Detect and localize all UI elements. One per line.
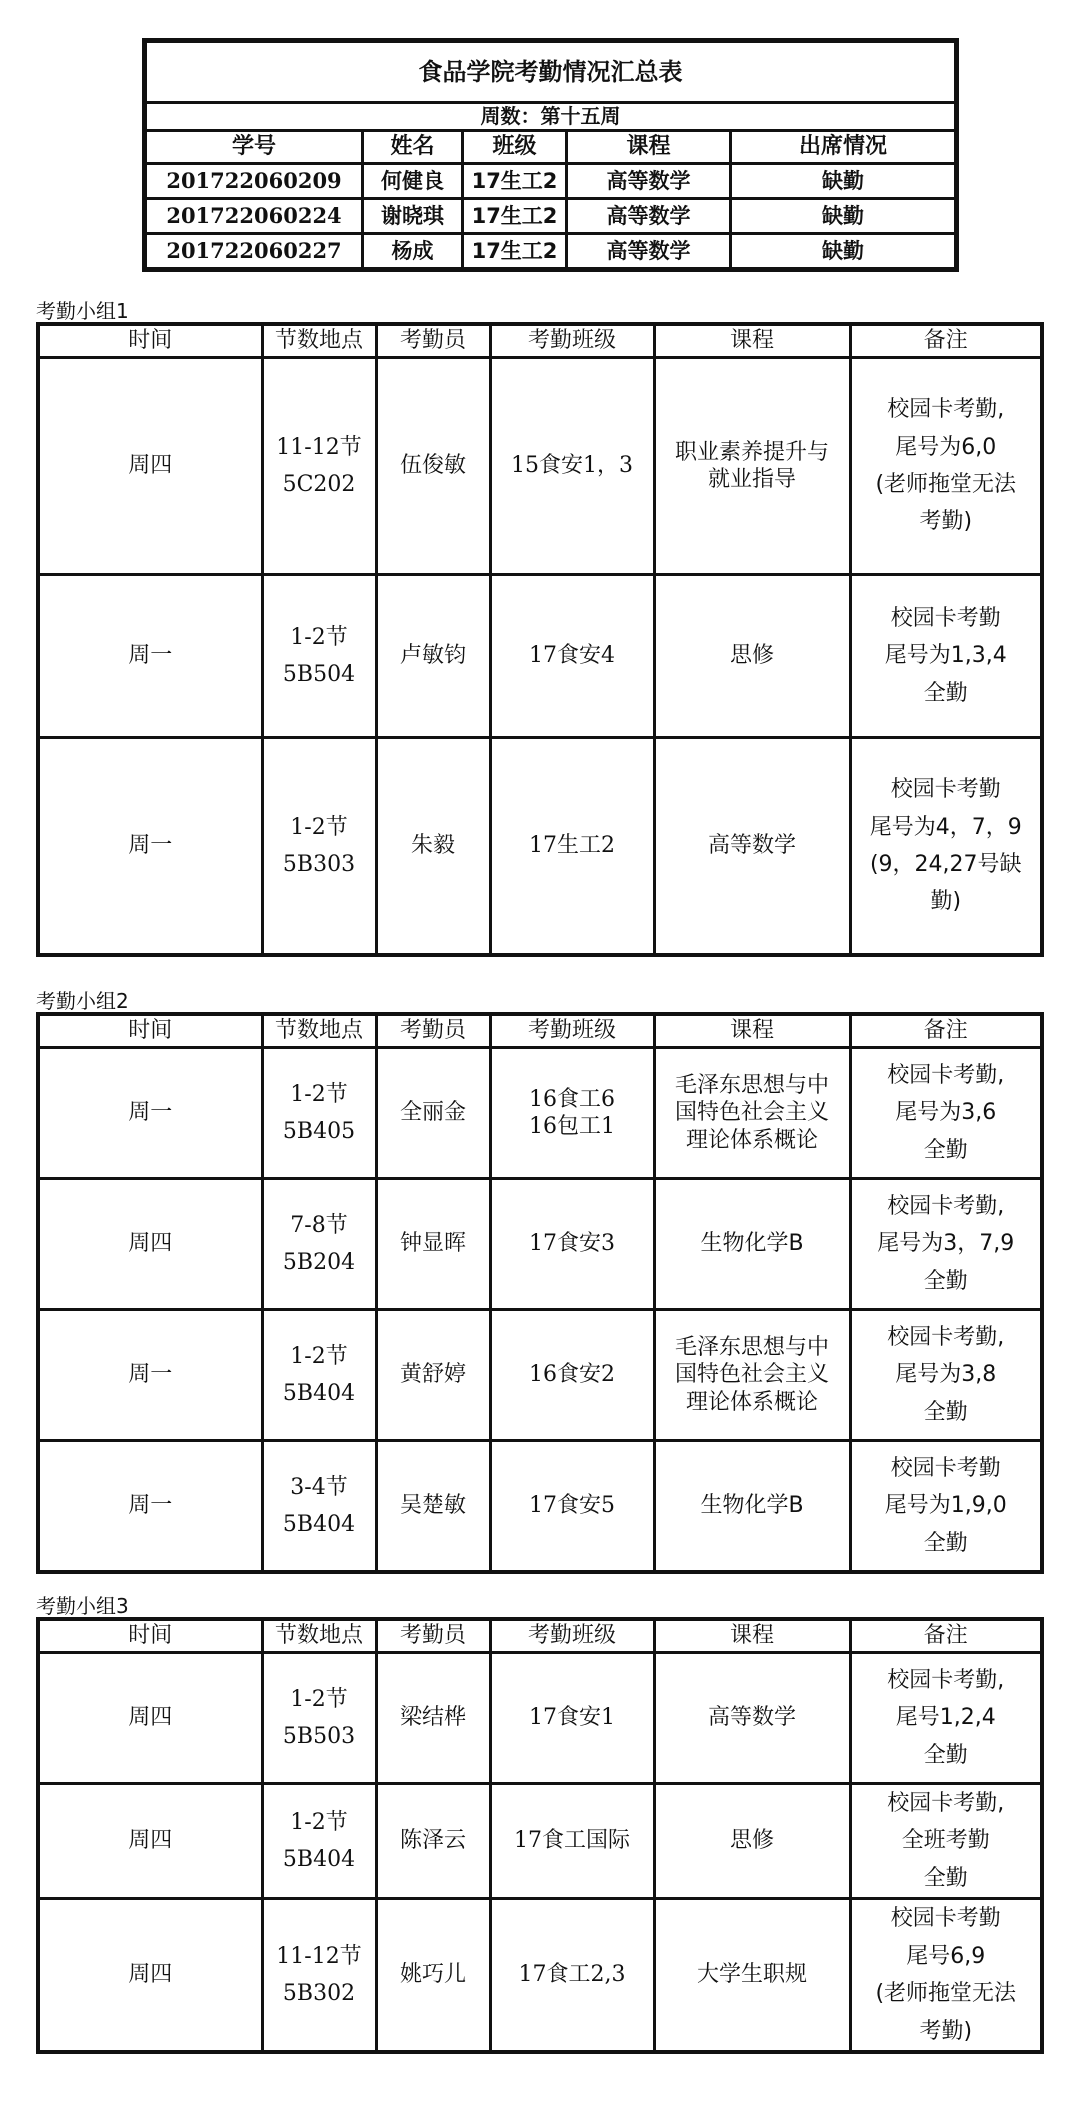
summary-week: 周数：第十五周	[145, 103, 957, 131]
group-header-cell: 考勤班级	[490, 1014, 654, 1048]
class-text: 17食安4	[529, 643, 615, 669]
class-cell	[490, 1653, 654, 1784]
course-cell	[654, 1653, 850, 1784]
group-header-cell: 时间	[38, 1619, 262, 1653]
group-header-cell: 课程	[654, 1014, 850, 1048]
summary-row	[145, 164, 957, 199]
group-row	[38, 1899, 1042, 2053]
group-row	[38, 1784, 1042, 1899]
checker-cell	[376, 1784, 490, 1899]
student-class: 17生工2	[463, 234, 567, 270]
group-header-cell: 节数地点	[262, 1014, 376, 1048]
period-room-cell	[262, 1899, 376, 2053]
class-text: 17生工2	[529, 833, 615, 859]
period-room-text: 11-12节 5B302	[276, 1943, 362, 2007]
summary-header-cell: 姓名	[363, 131, 463, 164]
course-cell	[654, 1784, 850, 1899]
summary-row	[145, 234, 957, 270]
class-cell	[490, 1179, 654, 1310]
note-cell	[850, 1653, 1042, 1784]
note-text: 校园卡考勤, 全班考勤 全勤	[887, 1791, 1005, 1891]
group-header-row	[38, 1619, 1042, 1653]
checker-cell	[376, 358, 490, 575]
period-room-cell	[262, 1179, 376, 1310]
summary-title: 食品学院考勤情况汇总表	[145, 41, 957, 103]
course-text: 生物化学B	[700, 1231, 804, 1257]
class-cell	[490, 1899, 654, 2053]
day-cell	[38, 1653, 262, 1784]
day-text: 周一	[128, 643, 173, 669]
group-label: 考勤小组3	[36, 1594, 129, 1618]
course-cell	[654, 575, 850, 738]
checker-cell	[376, 1048, 490, 1179]
attendance-status: 缺勤	[731, 164, 957, 199]
checker-cell	[376, 1310, 490, 1441]
group-row	[38, 1179, 1042, 1310]
attendance-status: 缺勤	[731, 199, 957, 234]
group-header-cell: 节数地点	[262, 324, 376, 358]
note-text: 校园卡考勤 尾号为4，7，9 (9，24,27号缺 勤)	[869, 777, 1022, 915]
group-row	[38, 1441, 1042, 1573]
student-name: 何健良	[363, 164, 463, 199]
period-room-text: 3-4节 5B404	[282, 1474, 356, 1537]
note-text: 校园卡考勤 尾号6,9 (老师拖堂无法 考勤)	[875, 1906, 1017, 2044]
note-text: 校园卡考勤 尾号为1,3,4 全勤	[884, 605, 1007, 706]
checker-text: 钟显晖	[399, 1231, 466, 1257]
checker-cell	[376, 575, 490, 738]
day-cell	[38, 1179, 262, 1310]
summary-row	[145, 199, 957, 234]
checker-text: 陈泽云	[399, 1828, 466, 1854]
group-header-cell: 备注	[850, 324, 1042, 358]
period-room-text: 11-12节 5C202	[276, 434, 362, 497]
course-text: 大学生职规	[696, 1962, 807, 1988]
period-room-cell	[262, 1653, 376, 1784]
class-text: 17食工2,3	[518, 1962, 626, 1988]
note-cell	[850, 358, 1042, 575]
summary-header-row	[145, 131, 957, 164]
checker-text: 全丽金	[399, 1100, 466, 1126]
summary-header-cell: 学号	[145, 131, 363, 164]
group-table	[36, 1617, 1044, 2054]
class-cell	[490, 1441, 654, 1573]
checker-cell	[376, 1653, 490, 1784]
note-cell	[850, 1441, 1042, 1573]
class-cell	[490, 575, 654, 738]
student-id: 201722060227	[145, 234, 363, 270]
period-room-cell	[262, 358, 376, 575]
checker-text: 黄舒婷	[399, 1362, 466, 1388]
class-text: 16食工6 16包工1	[529, 1086, 615, 1139]
checker-cell	[376, 1441, 490, 1573]
checker-cell	[376, 1179, 490, 1310]
course-cell	[654, 1441, 850, 1573]
summary-header-cell: 出席情况	[731, 131, 957, 164]
day-cell	[38, 1310, 262, 1441]
course-text: 职业素养提升与 就业指导	[674, 439, 829, 492]
checker-cell	[376, 1899, 490, 2053]
group-table	[36, 1012, 1044, 1574]
period-room-text: 7-8节 5B204	[282, 1212, 356, 1275]
day-cell	[38, 1899, 262, 2053]
day-cell	[38, 1048, 262, 1179]
class-cell	[490, 1048, 654, 1179]
period-room-text: 1-2节 5B405	[282, 1081, 356, 1144]
note-cell	[850, 575, 1042, 738]
note-text: 校园卡考勤, 尾号为3,6 全勤	[887, 1062, 1005, 1163]
note-cell	[850, 1784, 1042, 1899]
period-room-cell	[262, 1048, 376, 1179]
student-class: 17生工2	[463, 164, 567, 199]
note-cell	[850, 738, 1042, 956]
student-course: 高等数学	[567, 234, 731, 270]
period-room-cell	[262, 738, 376, 956]
day-text: 周四	[128, 453, 173, 479]
period-room-text: 1-2节 5B404	[282, 1343, 356, 1406]
group-row	[38, 358, 1042, 575]
group-header-cell: 课程	[654, 1619, 850, 1653]
class-cell	[490, 1784, 654, 1899]
student-course: 高等数学	[567, 199, 731, 234]
group-header-row	[38, 324, 1042, 358]
day-text: 周四	[128, 1962, 173, 1988]
checker-text: 伍俊敏	[399, 453, 466, 479]
group-label: 考勤小组1	[36, 299, 129, 323]
course-cell	[654, 738, 850, 956]
student-name: 谢晓琪	[363, 199, 463, 234]
student-class: 17生工2	[463, 199, 567, 234]
summary-table	[142, 38, 959, 272]
student-course: 高等数学	[567, 164, 731, 199]
group-header-cell: 考勤班级	[490, 1619, 654, 1653]
day-cell	[38, 738, 262, 956]
checker-text: 吴楚敏	[399, 1493, 466, 1519]
group-header-row	[38, 1014, 1042, 1048]
day-text: 周一	[128, 1493, 173, 1519]
class-text: 16食安2	[529, 1362, 615, 1388]
summary-header-cell: 课程	[567, 131, 731, 164]
note-text: 校园卡考勤, 尾号为6,0 (老师拖堂无法 考勤)	[875, 397, 1017, 535]
course-text: 思修	[729, 1828, 774, 1854]
class-cell	[490, 738, 654, 956]
day-cell	[38, 575, 262, 738]
group-table	[36, 322, 1044, 957]
class-text: 17食安1	[529, 1705, 615, 1731]
group-row	[38, 1310, 1042, 1441]
group-header-cell: 备注	[850, 1014, 1042, 1048]
class-cell	[490, 1310, 654, 1441]
note-cell	[850, 1899, 1042, 2053]
course-cell	[654, 1310, 850, 1441]
course-cell	[654, 1048, 850, 1179]
checker-cell	[376, 738, 490, 956]
period-room-cell	[262, 1441, 376, 1573]
course-cell	[654, 358, 850, 575]
period-room-text: 1-2节 5B503	[282, 1686, 356, 1749]
note-text: 校园卡考勤, 尾号为3，7,9 全勤	[877, 1193, 1015, 1294]
summary-header-cell: 班级	[463, 131, 567, 164]
checker-text: 姚巧儿	[399, 1962, 466, 1988]
day-text: 周四	[128, 1705, 173, 1731]
day-text: 周四	[128, 1828, 173, 1854]
period-room-cell	[262, 1784, 376, 1899]
day-cell	[38, 1441, 262, 1573]
period-room-text: 1-2节 5B504	[282, 624, 356, 687]
student-id: 201722060209	[145, 164, 363, 199]
course-cell	[654, 1899, 850, 2053]
group-header-cell: 时间	[38, 1014, 262, 1048]
group-header-cell: 考勤员	[376, 1619, 490, 1653]
period-room-text: 1-2节 5B303	[282, 814, 356, 877]
attendance-status: 缺勤	[731, 234, 957, 270]
group-header-cell: 备注	[850, 1619, 1042, 1653]
group-label: 考勤小组2	[36, 989, 129, 1013]
group-header-cell: 考勤员	[376, 324, 490, 358]
day-text: 周一	[128, 1362, 173, 1388]
course-text: 生物化学B	[700, 1493, 804, 1519]
course-text: 高等数学	[707, 1705, 796, 1731]
note-text: 校园卡考勤, 尾号为3,8 全勤	[887, 1324, 1005, 1425]
checker-text: 朱毅	[410, 833, 455, 859]
student-id: 201722060224	[145, 199, 363, 234]
group-header-cell: 时间	[38, 324, 262, 358]
class-text: 15食安1，3	[511, 453, 633, 479]
class-cell	[490, 358, 654, 575]
day-text: 周一	[128, 1100, 173, 1126]
day-text: 周四	[128, 1231, 173, 1257]
period-room-cell	[262, 1310, 376, 1441]
period-room-text: 1-2节 5B404	[282, 1809, 356, 1873]
note-text: 校园卡考勤, 尾号1,2,4 全勤	[887, 1667, 1005, 1768]
group-header-cell: 考勤员	[376, 1014, 490, 1048]
group-header-cell: 课程	[654, 324, 850, 358]
group-row	[38, 575, 1042, 738]
note-cell	[850, 1310, 1042, 1441]
group-row	[38, 1048, 1042, 1179]
course-text: 思修	[729, 643, 774, 669]
day-cell	[38, 1784, 262, 1899]
class-text: 17食安5	[529, 1493, 615, 1519]
note-cell	[850, 1179, 1042, 1310]
group-row	[38, 738, 1042, 956]
checker-text: 卢敏钧	[399, 643, 466, 669]
group-header-cell: 考勤班级	[490, 324, 654, 358]
day-cell	[38, 358, 262, 575]
checker-text: 梁结桦	[399, 1705, 466, 1731]
class-text: 17食工国际	[514, 1828, 630, 1854]
note-text: 校园卡考勤 尾号为1,9,0 全勤	[884, 1455, 1007, 1556]
course-text: 毛泽东思想与中 国特色社会主义 理论体系概论	[674, 1072, 829, 1153]
course-text: 毛泽东思想与中 国特色社会主义 理论体系概论	[674, 1334, 829, 1415]
period-room-cell	[262, 575, 376, 738]
class-text: 17食安3	[529, 1231, 615, 1257]
group-row	[38, 1653, 1042, 1784]
note-cell	[850, 1048, 1042, 1179]
course-text: 高等数学	[707, 833, 796, 859]
course-cell	[654, 1179, 850, 1310]
day-text: 周一	[128, 833, 173, 859]
student-name: 杨成	[363, 234, 463, 270]
group-header-cell: 节数地点	[262, 1619, 376, 1653]
